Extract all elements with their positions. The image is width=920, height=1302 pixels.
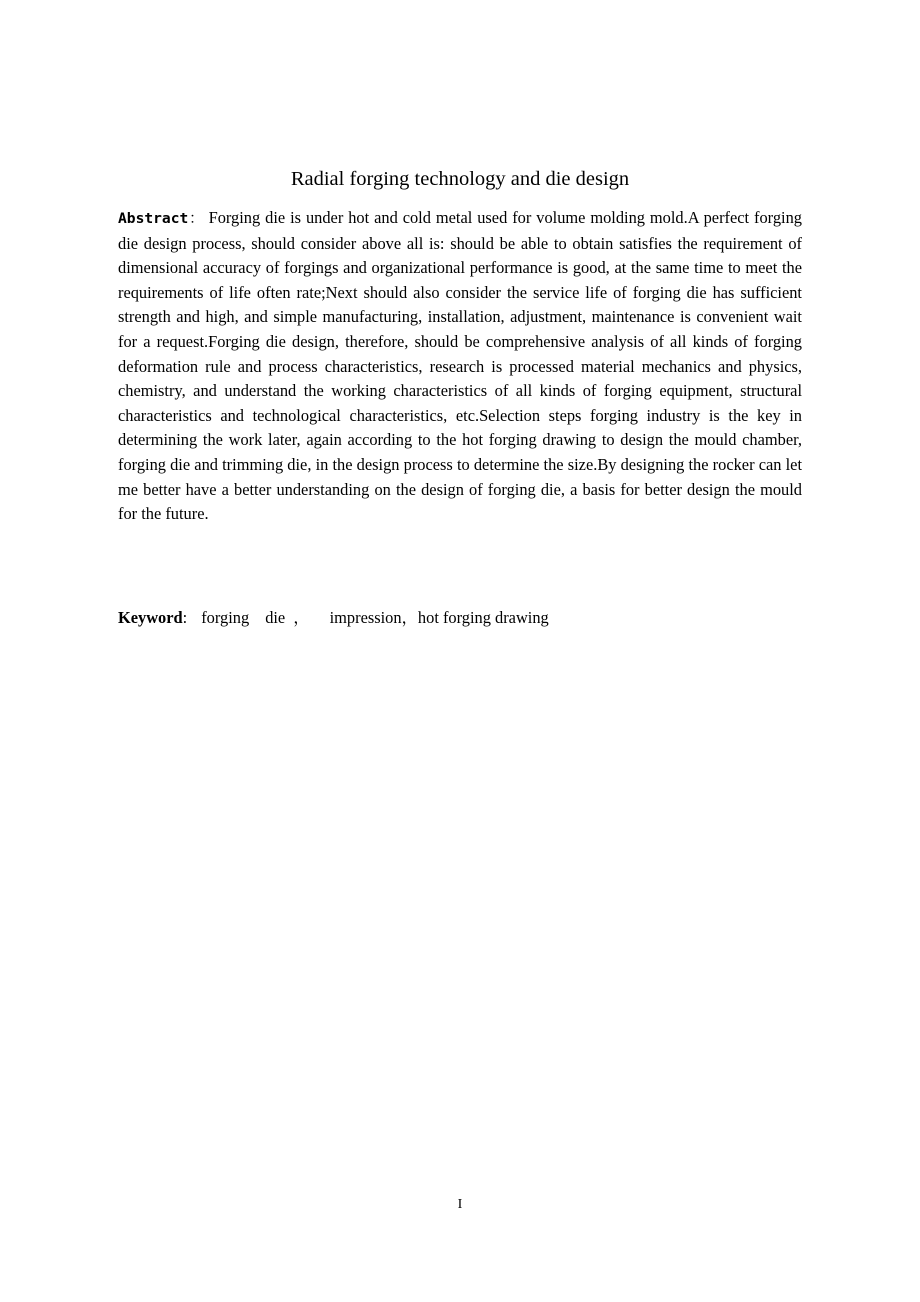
page-number: I	[457, 1197, 463, 1212]
keywords-label: Keyword	[118, 608, 183, 627]
abstract-paragraph	[118, 206, 802, 527]
keyword-item: impression，hot forging drawing	[329, 608, 549, 627]
abstract-separator: ：	[188, 210, 205, 227]
keyword-item: forging	[201, 608, 250, 627]
keywords-line	[118, 606, 802, 631]
keyword-separator: ，	[293, 608, 310, 627]
keywords-colon: :	[182, 608, 188, 627]
abstract-text: Forging die is under hot and cold metal used for volume molding mold.A perfect forging die design process, should consider above all is: should be able to obtain satisfies the requirement of dimensional accuracy of forgings and organizational performance is good, at the same time to meet the requirements of life often rate;Next should also consider the service life of forging die has sufficient strength and high, and simple manufacturing, installation, adjustment, maintenance is convenient wait for a request.Forging die design, therefore, should be comprehensive analysis of all kinds of forging deformation rule and process characteristics, research is processed material mechanics and physics, chemistry, and understand the working characteristics of all kinds of forging equipment, structural characteristics and technological characteristics, etc.Selection steps forging industry is the key in determining the work later, again according to the hot forging drawing to design the mould chamber, forging die and trimming die, in the design process to determine the size.By designing the rocker can let me better have a better understanding on the design of forging die, a basis for better design the mould for the future.	[118, 208, 802, 524]
paper-title: Radial forging technology and die design	[290, 168, 630, 190]
abstract-label: Abstract	[118, 210, 189, 227]
keyword-item: die	[265, 608, 286, 627]
